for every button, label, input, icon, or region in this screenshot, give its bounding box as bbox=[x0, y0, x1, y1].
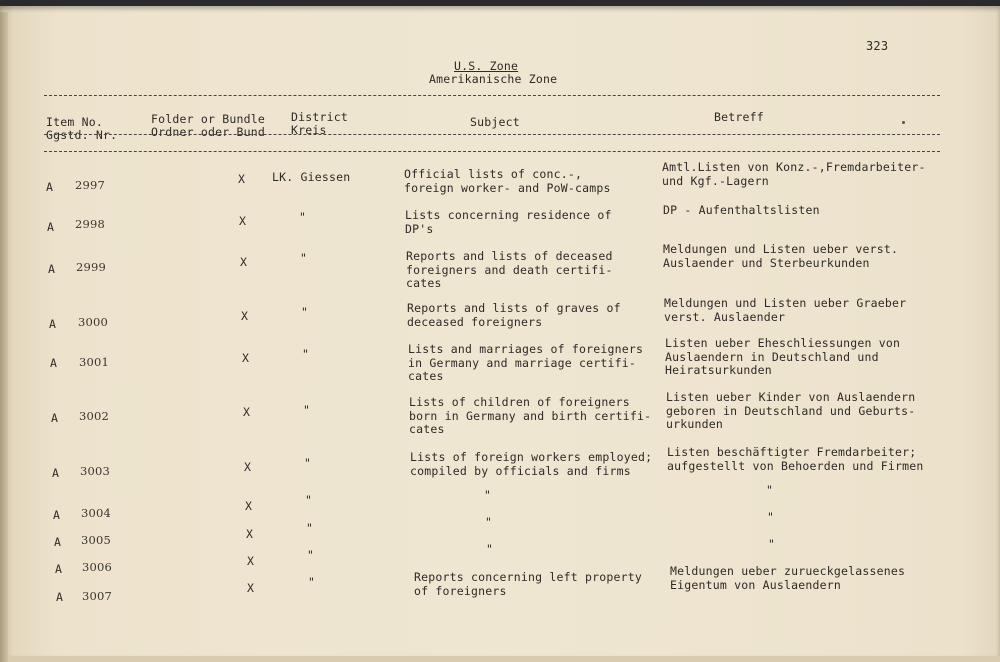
subject-text bbox=[408, 343, 643, 384]
betreff-text bbox=[667, 446, 923, 473]
subject-text bbox=[485, 516, 492, 530]
folder-mark: X bbox=[247, 554, 255, 568]
subject-text-line: born in Germany and birth certifi- bbox=[409, 408, 652, 423]
betreff-text-line: und Kgf.-Lagern bbox=[662, 173, 769, 188]
betreff-text-line: Auslaendern in Deutschland und bbox=[665, 349, 879, 364]
item-number: 3002 bbox=[79, 409, 110, 423]
betreff-text-line: Amtl.Listen von Konz.-,Fremdarbeiter- bbox=[662, 160, 926, 174]
betreff-text-line: Meldungen und Listen ueber verst. bbox=[663, 242, 899, 256]
item-letter: A bbox=[47, 220, 55, 234]
district-value: " bbox=[306, 521, 314, 535]
betreff-text-line: DP - Aufenthaltslisten bbox=[663, 203, 820, 217]
header-betreff: Betreff bbox=[714, 110, 764, 124]
betreff-text-line: Listen ueber Eheschliessungen von bbox=[665, 336, 901, 350]
folder-mark: X bbox=[239, 214, 247, 228]
subject-text-line: in Germany and marriage certifi- bbox=[408, 355, 636, 370]
betreff-text-line: Meldungen und Listen ueber Graeber bbox=[664, 296, 907, 310]
subject-text-line: cates bbox=[406, 276, 442, 290]
betreff-text-line: Auslaender und Sterbeurkunden bbox=[663, 255, 870, 270]
betreff-text-line: aufgestellt von Behoerden und Firmen bbox=[667, 458, 924, 473]
subject-text bbox=[410, 451, 652, 478]
header-item-no bbox=[46, 116, 117, 142]
header-folder-line-2: Ordner oder Bund bbox=[151, 125, 265, 139]
header-district-line-2: Kreis bbox=[291, 123, 327, 137]
folder-mark: X bbox=[241, 309, 249, 323]
folder-mark: X bbox=[238, 172, 246, 186]
item-letter: A bbox=[49, 317, 57, 331]
subject-text-line: Reports and lists of deceased bbox=[406, 249, 613, 263]
district-value: " bbox=[304, 456, 312, 470]
zone-title: U.S. Zone bbox=[454, 59, 519, 73]
betreff-text bbox=[662, 161, 926, 188]
subject-text-line: Lists and marriages of foreigners bbox=[408, 342, 644, 356]
header-district-line-1: District bbox=[291, 110, 348, 124]
subject-text bbox=[404, 168, 611, 195]
folder-mark: X bbox=[240, 255, 248, 269]
subject-text bbox=[406, 250, 613, 291]
subject-text-line: of foreigners bbox=[414, 583, 507, 598]
item-letter: A bbox=[50, 356, 58, 370]
betreff-text bbox=[670, 565, 905, 592]
item-letter: A bbox=[53, 508, 61, 522]
district-value: " bbox=[302, 347, 310, 361]
zone-subtitle: Amerikanische Zone bbox=[429, 72, 558, 86]
betreff-text-line: " bbox=[767, 510, 775, 524]
item-number: 3001 bbox=[79, 355, 110, 369]
header-folder-line-1: Folder or Bundle bbox=[151, 112, 265, 126]
item-letter: A bbox=[56, 590, 64, 604]
betreff-text bbox=[768, 538, 775, 552]
betreff-text bbox=[766, 484, 773, 498]
ink-dot bbox=[902, 121, 905, 124]
subject-text-line: Official lists of conc.-, bbox=[404, 167, 583, 181]
item-number: 3005 bbox=[81, 533, 112, 547]
district-value: " bbox=[305, 493, 313, 507]
betreff-text bbox=[767, 511, 774, 525]
betreff-text-line: Meldungen ueber zurueckgelassenes bbox=[670, 564, 906, 578]
folder-mark: X bbox=[242, 351, 250, 365]
subject-text-line: Reports and lists of graves of bbox=[407, 301, 621, 315]
subject-text-line: " bbox=[485, 515, 493, 529]
subject-text bbox=[407, 302, 621, 329]
betreff-text bbox=[663, 204, 820, 218]
betreff-text-line: Listen ueber Kinder von Auslaendern bbox=[666, 390, 916, 404]
item-number: 3007 bbox=[82, 589, 113, 603]
district-value: " bbox=[299, 210, 307, 224]
subject-text-line: Lists of foreign workers employed; bbox=[410, 450, 653, 464]
subject-text-line: foreign worker- and PoW-camps bbox=[404, 180, 611, 195]
header-mid-rule bbox=[44, 134, 940, 135]
header-item-no-line-1: Item No. bbox=[46, 115, 103, 129]
betreff-text bbox=[664, 297, 906, 324]
subject-text-line: foreigners and death certifi- bbox=[406, 262, 613, 277]
subject-text-line: " bbox=[486, 542, 494, 556]
betreff-text bbox=[663, 243, 898, 270]
betreff-text-line: Eigentum von Auslaendern bbox=[670, 577, 841, 592]
subject-text bbox=[486, 543, 493, 557]
subject-text-line: " bbox=[484, 488, 492, 502]
item-number: 2997 bbox=[75, 178, 106, 192]
item-letter: A bbox=[46, 180, 54, 194]
item-number: 2999 bbox=[76, 260, 107, 274]
item-letter: A bbox=[55, 562, 63, 576]
item-number: 3004 bbox=[81, 506, 112, 520]
subject-text bbox=[414, 571, 642, 598]
betreff-text-line: geboren in Deutschland und Geburts- bbox=[666, 403, 916, 418]
folder-mark: X bbox=[244, 460, 252, 474]
binding-shadow bbox=[0, 12, 8, 662]
subject-text-line: Lists of children of foreigners bbox=[409, 395, 630, 409]
folder-mark: X bbox=[247, 581, 255, 595]
betreff-text-line: Listen beschäftigter Fremdarbeiter; bbox=[667, 445, 917, 459]
subject-text bbox=[409, 396, 651, 437]
item-letter: A bbox=[48, 262, 56, 276]
subject-text bbox=[405, 209, 612, 236]
district-value: LK. Giessen bbox=[272, 170, 351, 184]
item-number: 3006 bbox=[82, 560, 113, 574]
subject-text-line: compiled by officials and firms bbox=[410, 463, 631, 478]
header-item-no-line-2: Ggstd. Nr. bbox=[46, 128, 118, 142]
district-value: " bbox=[300, 251, 308, 265]
header-bottom-rule bbox=[44, 151, 940, 152]
item-letter: A bbox=[54, 535, 62, 549]
item-letter: A bbox=[52, 466, 60, 480]
item-number: 3003 bbox=[80, 464, 111, 478]
betreff-text-line: " bbox=[766, 483, 774, 497]
betreff-text-line: urkunden bbox=[666, 417, 723, 431]
betreff-text bbox=[666, 391, 915, 432]
betreff-text bbox=[665, 337, 900, 378]
betreff-text-line: Heiratsurkunden bbox=[665, 363, 772, 377]
item-number: 3000 bbox=[78, 315, 109, 329]
header-folder bbox=[151, 113, 265, 139]
page-number: 323 bbox=[866, 39, 889, 53]
subject-text bbox=[484, 489, 491, 503]
subject-text-line: Reports concerning left property bbox=[414, 570, 642, 584]
item-number: 2998 bbox=[75, 217, 106, 231]
betreff-text-line: " bbox=[768, 537, 776, 551]
district-value: " bbox=[308, 575, 316, 589]
folder-mark: X bbox=[243, 405, 251, 419]
district-value: " bbox=[301, 305, 309, 319]
subject-text-line: Lists concerning residence of bbox=[405, 208, 612, 222]
header-top-rule bbox=[44, 95, 940, 96]
folder-mark: X bbox=[245, 499, 253, 513]
subject-text-line: cates bbox=[408, 369, 444, 383]
item-letter: A bbox=[51, 411, 59, 425]
subject-text-line: deceased foreigners bbox=[407, 314, 543, 329]
subject-text-line: cates bbox=[409, 422, 445, 436]
subject-text-line: DP's bbox=[405, 221, 434, 236]
betreff-text-line: verst. Auslaender bbox=[664, 309, 786, 324]
folder-mark: X bbox=[246, 527, 254, 541]
district-value: " bbox=[307, 548, 315, 562]
district-value: " bbox=[303, 403, 311, 417]
document-page bbox=[0, 6, 1000, 656]
header-subject: Subject bbox=[470, 115, 520, 129]
